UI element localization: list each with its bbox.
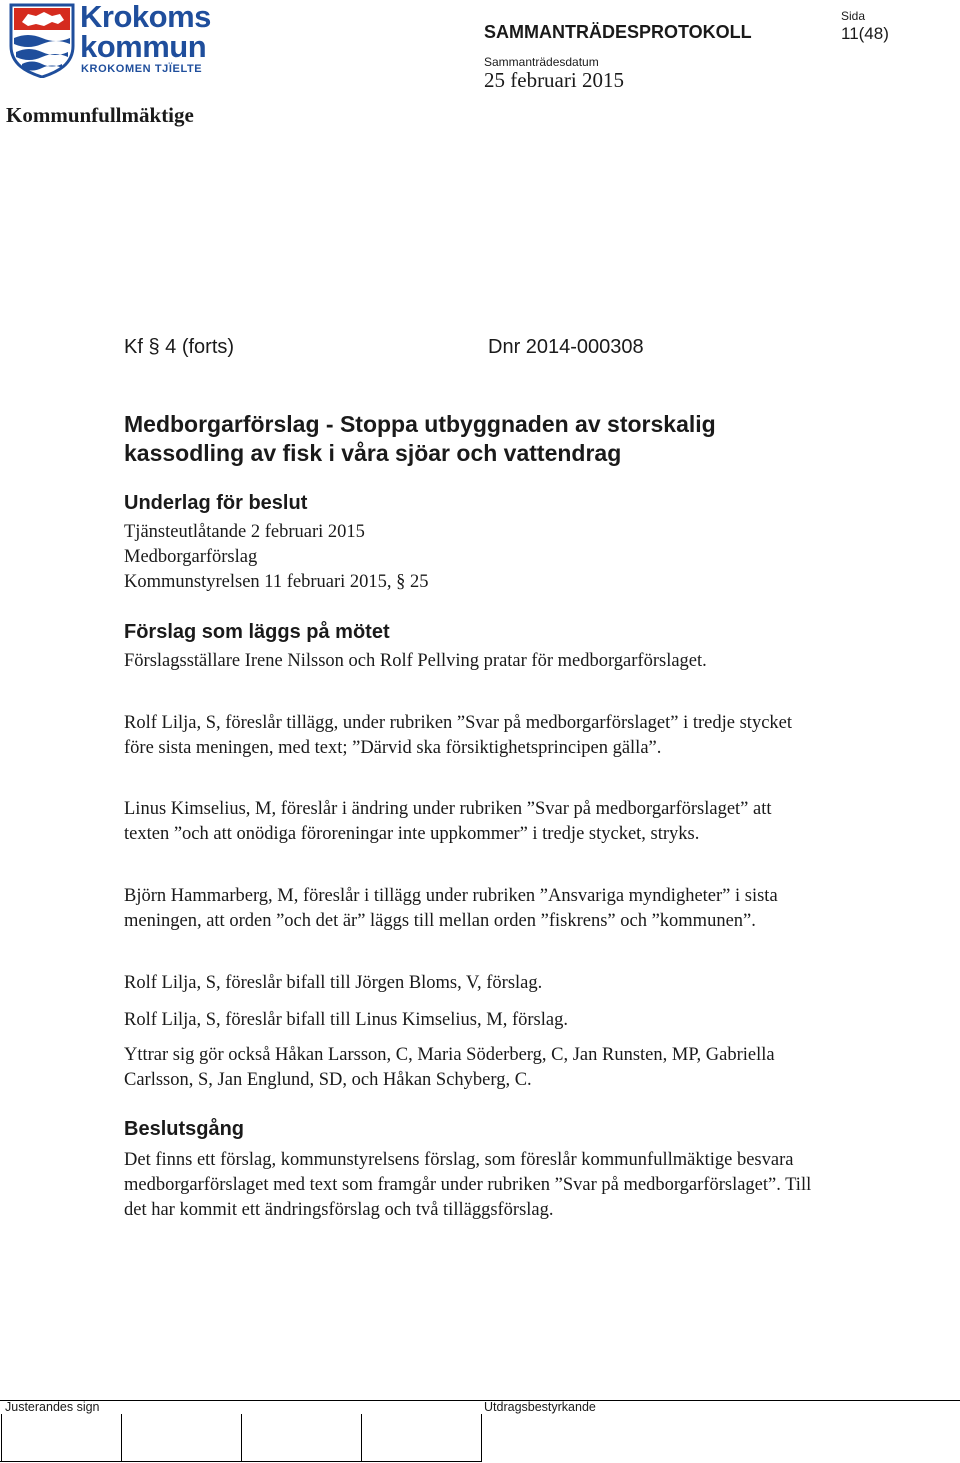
paragraph: Förslagsställare Irene Nilsson och Rolf Pellving pratar för medborgarförslaget. <box>124 651 707 671</box>
page-label: Sida <box>841 9 866 23</box>
coat-of-arms-icon <box>8 2 76 78</box>
signature-box-bottom <box>0 1461 482 1462</box>
heading-decision: Beslutsgång <box>124 1118 245 1140</box>
title-line1: Medborgarförslag - Stoppa utbyggnaden av storskalig <box>124 411 716 437</box>
signature-box-divider <box>361 1414 362 1462</box>
heading-proposals: Förslag som läggs på mötet <box>124 621 390 643</box>
committee-name: Kommunfullmäktige <box>6 103 194 127</box>
paragraph: Yttrar sig gör också Håkan Larsson, C, Maria Söderberg, C, Jan Runsten, MP, Gabriella Carlsson, S, Jan Englund, SD, och Håkan Schyberg, C. <box>124 1045 775 1090</box>
paragraph: Rolf Lilja, S, föreslår bifall till Linus Kimselius, M, förslag. <box>124 1010 568 1030</box>
page-number: 11(48) <box>841 24 889 43</box>
section-prefix: Kf <box>124 336 143 358</box>
heading-underlag: Underlag för beslut <box>124 492 308 514</box>
certification-label: Utdragsbestyrkande <box>484 1400 596 1414</box>
list-item: Tjänsteutlåtande 2 februari 2015 <box>124 522 365 542</box>
footer-divider <box>0 1400 960 1401</box>
brand-name-line1: Krokoms <box>80 0 211 34</box>
list-item: Medborgarförslag <box>124 547 258 567</box>
meeting-date-label: Sammanträdesdatum <box>484 55 599 69</box>
diary-number: Dnr 2014-000308 <box>488 336 644 358</box>
signature-box-divider <box>481 1414 482 1462</box>
title-line2: kassodling av fisk i våra sjöar och vattendrag <box>124 440 622 466</box>
paragraph: Det finns ett förslag, kommunstyrelsens förslag, som föreslår kommunfullmäktige besvara medborgarförslaget med text som framgår under rubriken ”Svar på medborgarförslaget”. Till det har kommit ett ändringsförslag och två tilläggsförslag. <box>124 1150 812 1220</box>
brand-tagline: KROKOMEN TJÏELTE <box>81 63 203 75</box>
brand-name-line2: kommun <box>80 29 207 64</box>
paragraph-symbol: § <box>396 572 406 592</box>
signature-box-divider <box>1 1414 2 1462</box>
signature-box-divider <box>121 1414 122 1462</box>
paragraph-symbol: § <box>148 336 160 358</box>
paragraph: Rolf Lilja, S, föreslår bifall till Jörgen Bloms, V, förslag. <box>124 973 543 993</box>
paragraph: Rolf Lilja, S, föreslår tillägg, under rubriken ”Svar på medborgarförslaget” i tredje stycket före sista meningen, med text; ”Därvid ska försiktighetsprincipen gälla”. <box>124 713 793 758</box>
page-title <box>124 410 814 468</box>
section-reference <box>124 336 814 359</box>
paragraph: Linus Kimselius, M, föreslår i ändring under rubriken ”Svar på medborgarförslaget” att texten ”och att onödiga föroreningar inte uppkommer” i tredje stycket, stryks. <box>124 799 772 844</box>
list-item: Kommunstyrelsen 11 februari 2015, § 25 <box>124 572 429 592</box>
document-type: SAMMANTRÄDESPROTOKOLL <box>484 22 752 42</box>
signature-label: Justerandes sign <box>5 1400 100 1414</box>
paragraph: Björn Hammarberg, M, föreslår i tillägg under rubriken ”Ansvariga myndigheter” i sista meningen, att orden ”och det är” läggs till mellan orden ”fiskrens” och ”kommunen”. <box>124 886 778 931</box>
section-suffix: 4 (forts) <box>165 336 235 358</box>
signature-box-divider <box>241 1414 242 1462</box>
underlag-list <box>124 520 814 595</box>
meeting-date: 25 februari 2015 <box>484 68 624 92</box>
